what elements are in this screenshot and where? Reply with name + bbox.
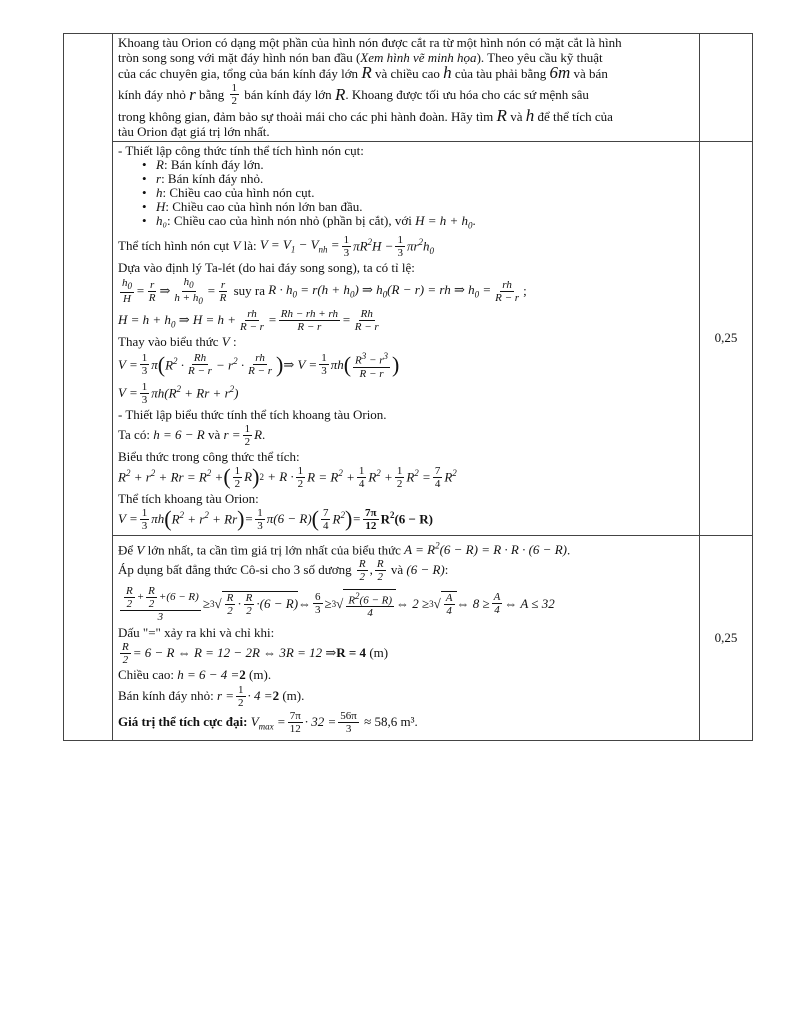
part2-score: 0,25 — [700, 535, 753, 740]
cosi-text: Áp dụng bất đẳng thức Cô-si cho 3 số dương $\frac{R}{2}$ , $\frac{R}{2}$ và (6 − R) : — [118, 557, 449, 583]
problem-cell — [113, 34, 700, 142]
inner-expression: $R^2 + r^2 + Rr = R^2$ + ( $\frac{1}{2}$ R ) 2 + R · $\frac{1}{2}$ $R = R^2$ + $\frac{1}{4}$ $R^2$ + $\frac{1}{2}$ $R^2$ = $\frac{7}{4}$ $R^2$ — [118, 464, 457, 490]
list-item: • h: Chiều cao của hình nón cụt. — [142, 186, 695, 200]
problem-line-1: Khoang tàu Orion có dạng một phần của hình nón được cắt ra từ một hình nón có mặt cắt là hình — [118, 35, 622, 50]
list-item: • H: Chiều cao của hình nón lớn ban đầu. — [142, 200, 695, 214]
problem-line-6: tàu Orion đạt giá trị lớn nhất. — [118, 124, 270, 139]
problem-line-5: trong không gian, đảm bảo sự thoải mái cho các phi hành đoàn. Hãy tìm R và h để thể tích của — [118, 106, 613, 125]
given-relations: Ta có: h = 6 − R và r = $\frac{1}{2}$ R . — [118, 422, 266, 448]
h-expression: $H = h + h_0$ ⇒ H = h + $\frac{rh}{R - r}$ = $\frac{Rh - rh + rh}{R - r}$ = $\frac{Rh}{R - r}$ — [118, 307, 379, 333]
list-item: • R: Bán kính đáy lớn. — [142, 158, 695, 172]
list-item: • h₀: Chiều cao của hình nón nhỏ (phần bị cắt), với $H = h + h_0$. — [142, 214, 695, 233]
part2-row — [64, 535, 753, 740]
maximize-text: Để V lớn nhất, ta cần tìm giá trị lớn nhất của biểu thức $A = R^2(6 - R) = R \cdot R \cdot (6 - R)$. — [118, 540, 571, 557]
part1-row — [64, 142, 753, 536]
substitute-text: Thay vào biểu thức V : — [118, 333, 237, 349]
problem-line-4: kính đáy nhỏ r bằng $\frac{1}{2}$ bán kính đáy lớn R . Khoang được tối ưu hóa cho các sứ mệnh sâu — [118, 82, 589, 107]
problem-score-cell — [700, 34, 753, 142]
expression-text: Biểu thức trong công thức thể tích: — [118, 448, 300, 464]
variable-list — [142, 158, 695, 233]
max-volume-result: Giá trị thể tích cực đại: $V_{max}$ = $\frac{7\pi}{12}$ · 32 = $\frac{56\pi}{3}$ ≈ 58,6 m³. — [118, 709, 418, 735]
left-column — [64, 34, 113, 741]
part1-cell — [113, 142, 700, 536]
problem-line-3: của các chuyên gia, tổng của bán kính đáy lớn R và chiều cao h của tàu phải bằng 6m và bán — [118, 63, 608, 82]
setup2-text: - Thiết lập biểu thức tính thể tích khoang tàu Orion. — [118, 406, 387, 422]
solution-table — [63, 33, 753, 741]
frustum-volume-formula: Thể tích hình nón cụt V là: $V = V_1 - V_{nh}$ = $\frac{1}{3}$ $\pi R^2H$ − $\frac{1}{3}$ $\pi r^2h_0$ — [118, 233, 435, 259]
equality-text: Dấu "=" xảy ra khi và chỉ khi: — [118, 624, 275, 640]
orion-volume-text: Thể tích khoang tàu Orion: — [118, 490, 259, 506]
problem-line-2: tròn song song với mặt đáy hình nón ban đầu (Xem hình vẽ minh họa). Theo yêu cầu kỹ thuật — [118, 50, 603, 65]
talet-text: Dựa vào định lý Ta-lét (do hai đáy song song), ta có tỉ lệ: — [118, 259, 415, 275]
part1-intro: - Thiết lập công thức tính thể tích hình nón cụt: — [118, 143, 364, 158]
orion-volume-formula: V = $\frac{1}{3}$ πh ( $R^2 + r^2 + Rr$ ) = $\frac{1}{3}$ π(6 − R) ( $\frac{7}{4}$ $R^2$ ) = $\frac{7\pi}{12}$ $R^2(6 - R)$ — [118, 506, 433, 532]
small-radius-result: Bán kính đáy nhỏ: r = $\frac{1}{2}$ · 4 = 2 (m) . — [118, 683, 305, 709]
cosi-inequality: $\frac{R}{2}$ + $\frac{R}{2}$ +(6 − R) 3 ≥ 3 √ $\frac{R}{2}$ · $\frac{R}{2}$ ·(6 − R) ⇔ $\frac{6}{3}$ ≥ 3 √ $\frac{R^2(6 - R)}{4}$ ⇔ 2 ≥ 3 √ $\frac{A}{4}$ ⇔ 8 ≥ $\frac{A}{4}$ ⇔ A ≤ 32 — [118, 584, 695, 624]
list-item: • r: Bán kính đáy nhỏ. — [142, 172, 695, 186]
equality-condition: $\frac{R}{2}$ = 6 − R ⇔ R = 12 − 2R ⇔ 3R = 12 ⇒ R = 4 (m) — [122, 640, 389, 666]
talet-ratio: $\frac{h_0}{H}$ = $\frac{r}{R}$ ⇒ $\frac{h_0}{h + h_0}$ = $\frac{r}{R}$ suy ra $R \cdot h_0 = r(h + h_0)$ ⇒ $h_0(R - r)$ = rh ⇒ $h_0$ = $\frac{rh}{R - r}$ ; — [122, 275, 527, 306]
part1-score: 0,25 — [700, 142, 753, 536]
part2-cell — [113, 535, 700, 740]
height-result: Chiều cao: h = 6 − 4 = 2 (m) . — [118, 666, 272, 682]
v-simplified: V = $\frac{1}{3}$ $\pi h(R^2 + Rr + r^2)$ — [118, 380, 239, 406]
problem-row — [64, 34, 753, 142]
v-substitution: V = $\frac{1}{3}$ π ( $R^2$ · $\frac{Rh}{R - r}$ − $r^2$ · $\frac{rh}{R - r}$ ) ⇒ V = $\frac{1}{3}$ πh ( $\frac{R^3 - r^3}{R - r}$ ) — [118, 350, 400, 380]
